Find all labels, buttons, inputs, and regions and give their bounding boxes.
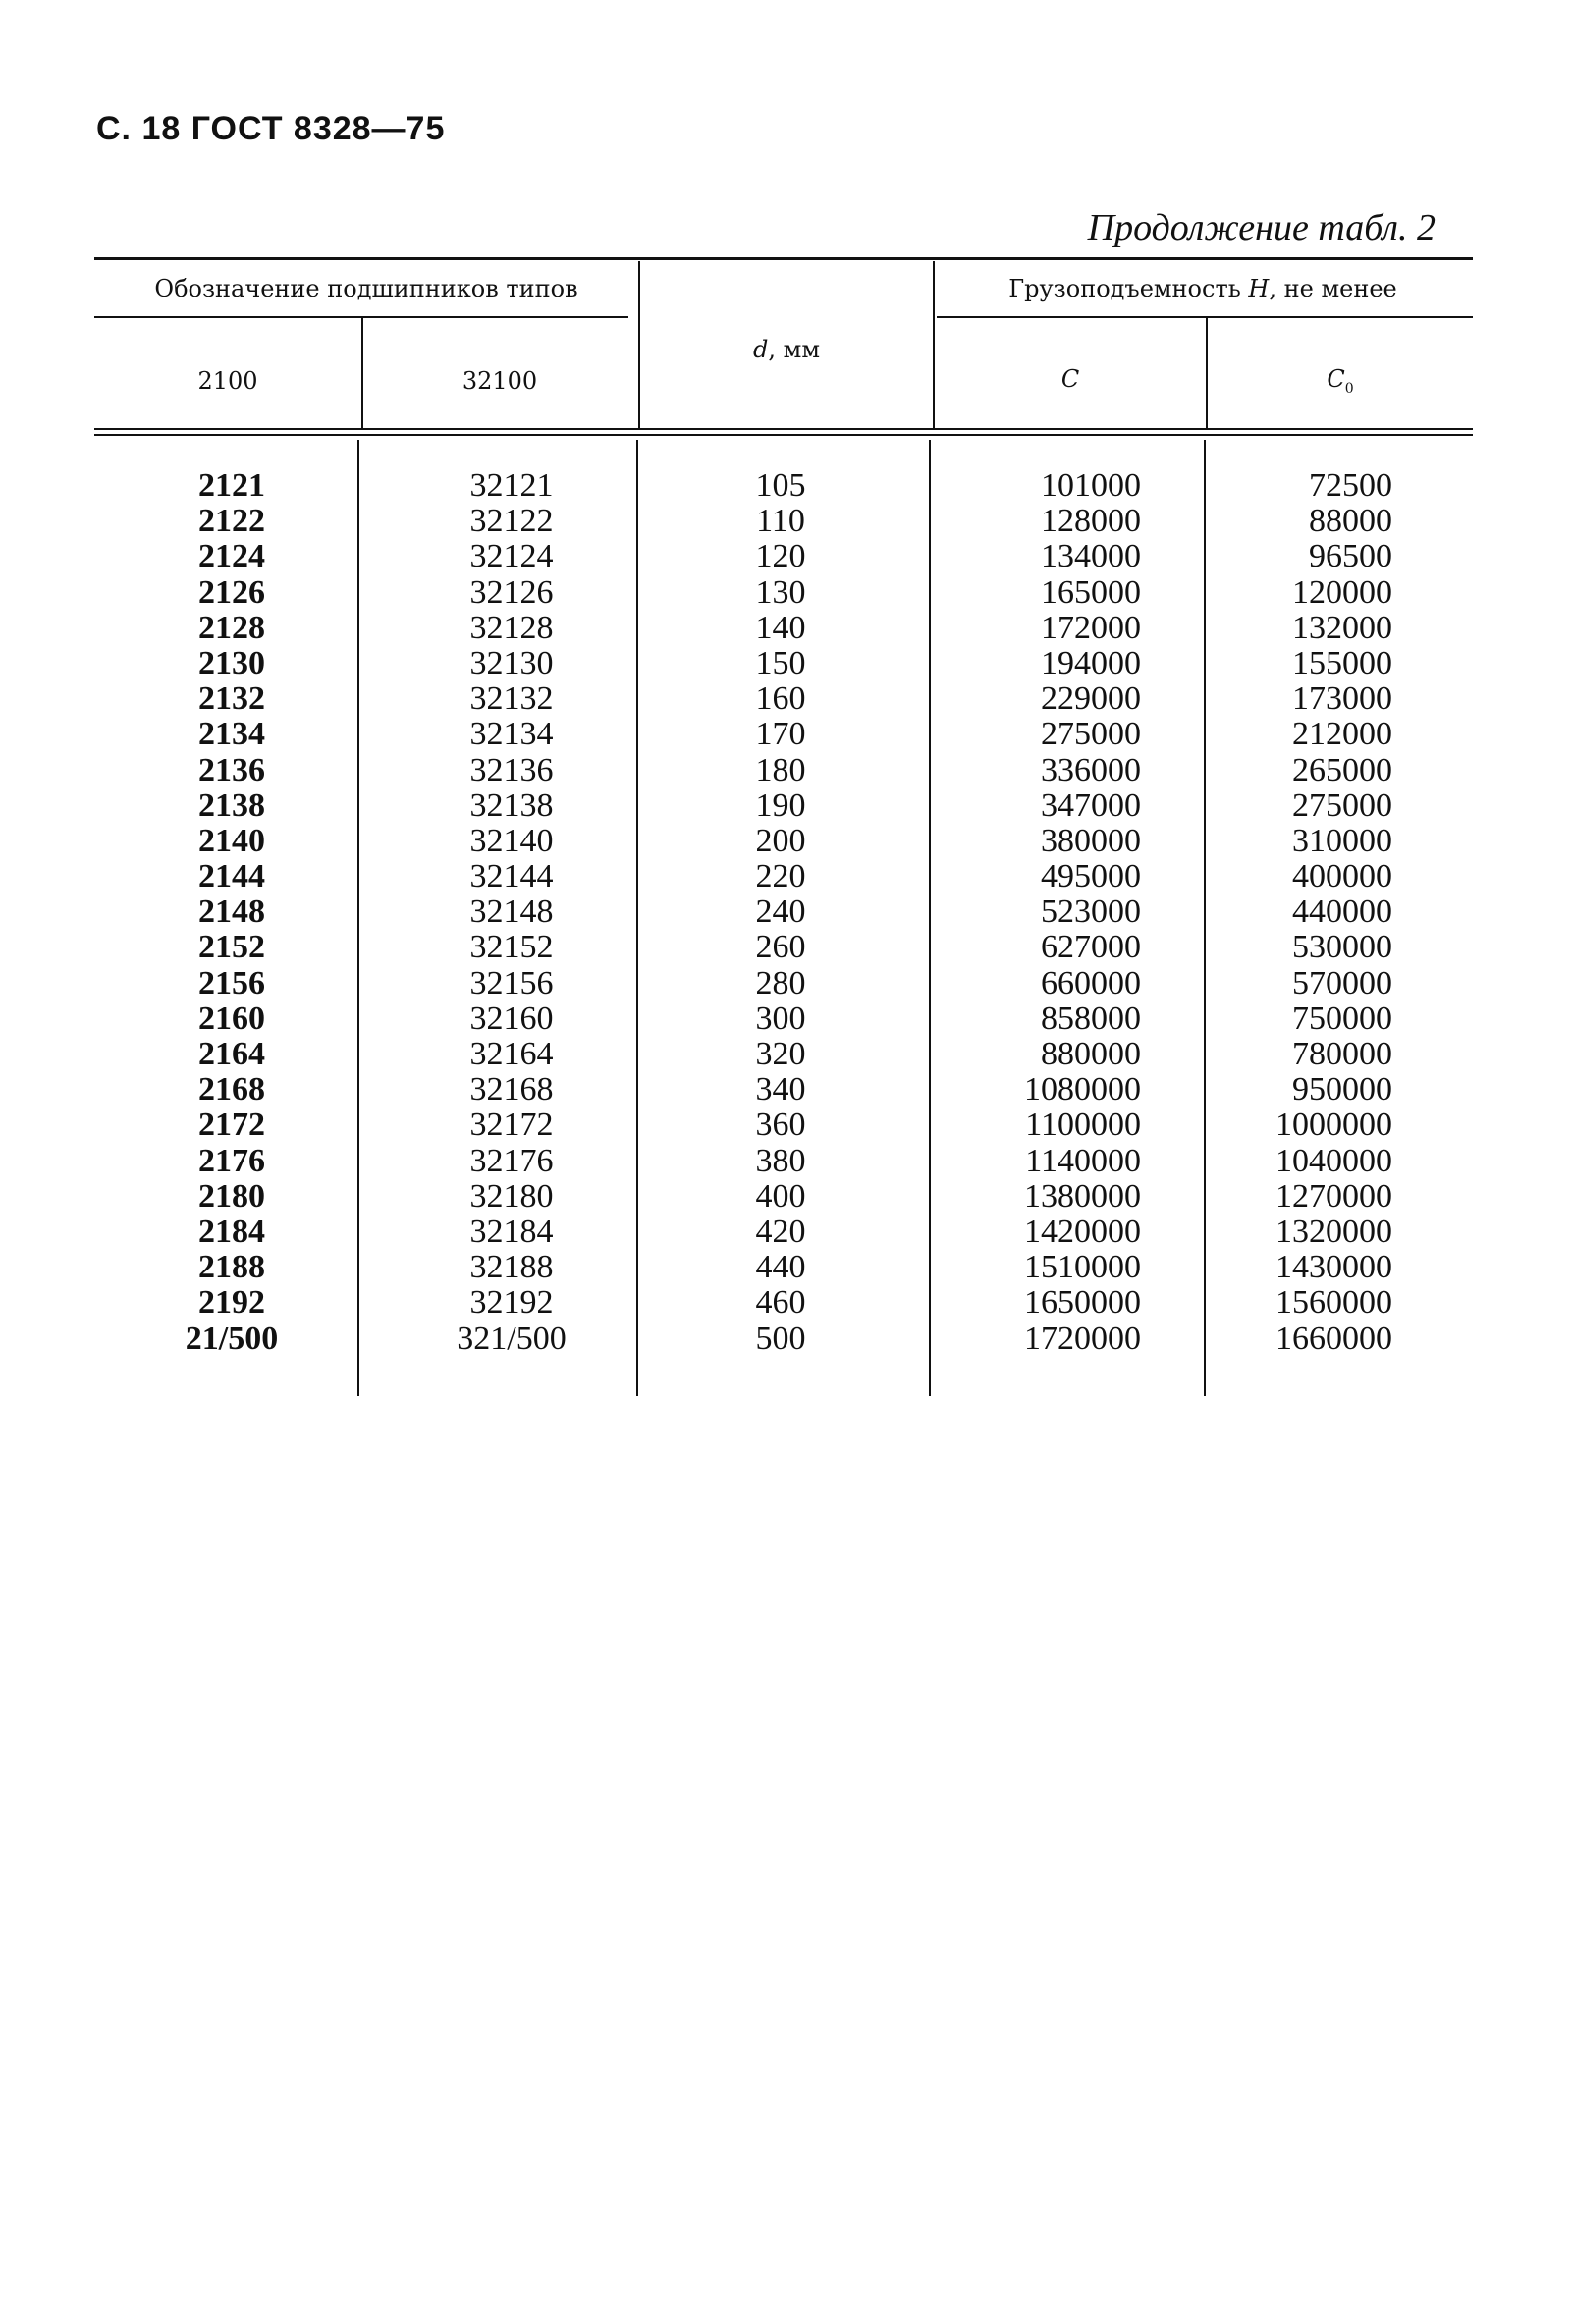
c0-subscript: 0 (1344, 380, 1354, 397)
cell-c: 627000 (1041, 929, 1141, 966)
cell-d: 500 (755, 1320, 806, 1357)
cell-d: 170 (755, 716, 806, 753)
cell-2100: 2176 (198, 1142, 265, 1179)
cell-2100: 2180 (198, 1177, 265, 1215)
cell-c: 1420000 (1024, 1213, 1141, 1250)
cell-2100: 2148 (198, 893, 265, 931)
cell-c0: 155000 (1292, 644, 1392, 681)
cell-c: 275000 (1041, 716, 1141, 753)
cell-32100: 32168 (469, 1071, 554, 1108)
cell-2100: 2121 (198, 467, 265, 504)
cell-d: 180 (755, 751, 806, 788)
cell-2100: 2134 (198, 716, 265, 753)
cell-c0: 212000 (1292, 716, 1392, 753)
cell-d: 120 (755, 538, 806, 575)
cell-32100: 32152 (469, 929, 554, 966)
cell-c: 194000 (1041, 644, 1141, 681)
cell-32100: 32128 (469, 609, 554, 646)
cell-c: 1650000 (1024, 1284, 1141, 1322)
cell-d: 150 (755, 644, 806, 681)
cell-32100: 32136 (469, 751, 554, 788)
header-vline-4 (1206, 318, 1208, 428)
cell-32100: 32188 (469, 1249, 554, 1286)
body-vline-2 (636, 440, 638, 1396)
cell-2100: 2138 (198, 786, 265, 824)
cell-c0: 1270000 (1275, 1177, 1392, 1215)
cell-d: 190 (755, 786, 806, 824)
cell-2100: 2184 (198, 1213, 265, 1250)
cell-2100: 2188 (198, 1249, 265, 1286)
cell-2100: 2126 (198, 573, 265, 611)
cell-c: 347000 (1041, 786, 1141, 824)
table-caption: Продолжение табл. 2 (1087, 207, 1436, 248)
cell-32100: 32184 (469, 1213, 554, 1250)
cell-2100: 2160 (198, 1000, 265, 1037)
cell-c0: 120000 (1292, 573, 1392, 611)
cell-d: 340 (755, 1071, 806, 1108)
cell-32100: 32138 (469, 786, 554, 824)
cell-d: 420 (755, 1213, 806, 1250)
cell-c: 1510000 (1024, 1249, 1141, 1286)
cell-c: 495000 (1041, 858, 1141, 895)
load-capacity-unit: Н (1248, 275, 1270, 302)
cell-2100: 21/500 (185, 1320, 279, 1357)
column-2100 (153, 468, 310, 1357)
c-symbol: C (1060, 365, 1080, 393)
cell-c0: 275000 (1292, 786, 1392, 824)
cell-c: 229000 (1041, 680, 1141, 718)
load-capacity-suffix: , не менее (1269, 275, 1397, 302)
cell-2100: 2192 (198, 1284, 265, 1322)
group-header-designation: Обозначение подшипников типов (154, 275, 578, 302)
cell-32100: 32124 (469, 538, 554, 575)
cell-2100: 2122 (198, 503, 265, 540)
cell-32100: 32144 (469, 858, 554, 895)
cell-2100: 2156 (198, 964, 265, 1001)
header-vline-3 (933, 261, 935, 428)
bearing-load-table (94, 257, 1473, 1396)
col-header-c (935, 365, 1206, 393)
cell-32100: 32176 (469, 1142, 554, 1179)
cell-c: 172000 (1041, 609, 1141, 646)
cell-c: 523000 (1041, 893, 1141, 931)
cell-c0: 88000 (1309, 503, 1392, 540)
header-vline-2 (638, 261, 640, 428)
cell-2100: 2140 (198, 822, 265, 859)
cell-c0: 1560000 (1275, 1284, 1392, 1322)
cell-c: 128000 (1041, 503, 1141, 540)
cell-c: 1140000 (1025, 1142, 1141, 1179)
cell-c: 134000 (1041, 538, 1141, 575)
cell-32100: 32126 (469, 573, 554, 611)
column-c0 (1223, 468, 1392, 1357)
group-header-load-capacity (933, 275, 1473, 302)
cell-32100: 32160 (469, 1000, 554, 1037)
cell-32100: 321/500 (457, 1320, 567, 1357)
cell-2100: 2132 (198, 680, 265, 718)
cell-c0: 440000 (1292, 893, 1392, 931)
cell-32100: 32172 (469, 1107, 554, 1144)
cell-c: 336000 (1041, 751, 1141, 788)
cell-d: 320 (755, 1036, 806, 1072)
header-vline-1 (361, 318, 363, 428)
cell-2100: 2124 (198, 538, 265, 575)
cell-2100: 2172 (198, 1107, 265, 1144)
cell-c0: 1430000 (1275, 1249, 1392, 1286)
page-header: С. 18 ГОСТ 8328—75 (96, 110, 446, 147)
cell-d: 110 (756, 503, 805, 540)
cell-2100: 2168 (198, 1071, 265, 1108)
cell-c: 101000 (1041, 467, 1141, 504)
cell-d: 380 (755, 1142, 806, 1179)
load-capacity-prefix: Грузоподъемность (1008, 275, 1249, 302)
cell-c0: 400000 (1292, 858, 1392, 895)
col-header-32100: 32100 (461, 367, 538, 395)
cell-c0: 96500 (1309, 538, 1392, 575)
cell-c0: 780000 (1292, 1036, 1392, 1072)
cell-c0: 173000 (1292, 680, 1392, 718)
cell-c: 165000 (1041, 573, 1141, 611)
cell-d: 105 (755, 467, 806, 504)
cell-d: 130 (755, 573, 806, 611)
d-unit: , мм (768, 336, 820, 363)
load-subheader-rule (937, 316, 1473, 318)
column-c (978, 468, 1141, 1357)
cell-c: 1080000 (1024, 1071, 1141, 1108)
cell-2100: 2130 (198, 644, 265, 681)
d-symbol: d (753, 336, 769, 363)
col-header-d (640, 336, 933, 363)
body-vline-3 (929, 440, 931, 1396)
header-bottom-rule-1 (94, 428, 1473, 430)
cell-2100: 2144 (198, 858, 265, 895)
cell-2100: 2152 (198, 929, 265, 966)
col-header-c0 (1208, 365, 1473, 397)
body-vline-4 (1204, 440, 1206, 1396)
cell-c0: 132000 (1292, 609, 1392, 646)
cell-d: 240 (755, 893, 806, 931)
cell-2100: 2136 (198, 751, 265, 788)
cell-c0: 750000 (1292, 1000, 1392, 1037)
cell-c0: 72500 (1309, 467, 1392, 504)
cell-c: 858000 (1041, 1000, 1141, 1037)
c0-symbol: C (1327, 365, 1345, 393)
column-d (717, 468, 844, 1357)
column-32100 (428, 468, 595, 1357)
cell-32100: 32134 (469, 716, 554, 753)
cell-c0: 570000 (1292, 964, 1392, 1001)
cell-d: 220 (755, 858, 806, 895)
cell-32100: 32130 (469, 644, 554, 681)
cell-c0: 265000 (1292, 751, 1392, 788)
cell-c0: 310000 (1292, 822, 1392, 859)
cell-2100: 2128 (198, 609, 265, 646)
cell-c: 1380000 (1024, 1177, 1141, 1215)
cell-32100: 32180 (469, 1177, 554, 1215)
cell-32100: 32121 (469, 467, 554, 504)
body-vline-1 (357, 440, 359, 1396)
cell-32100: 32148 (469, 893, 554, 931)
header-bottom-rule-2 (94, 434, 1473, 436)
cell-2100: 2164 (198, 1036, 265, 1072)
cell-32100: 32140 (469, 822, 554, 859)
cell-d: 400 (755, 1177, 806, 1215)
cell-c0: 1000000 (1275, 1107, 1392, 1144)
cell-c: 1100000 (1025, 1107, 1141, 1144)
cell-d: 260 (755, 929, 806, 966)
cell-c: 660000 (1041, 964, 1141, 1001)
cell-c0: 1040000 (1275, 1142, 1392, 1179)
cell-32100: 32122 (469, 503, 554, 540)
cell-c: 1720000 (1024, 1320, 1141, 1357)
cell-c0: 530000 (1292, 929, 1392, 966)
cell-d: 300 (755, 1000, 806, 1037)
cell-d: 280 (755, 964, 806, 1001)
col-header-2100: 2100 (197, 367, 258, 395)
cell-d: 140 (755, 609, 806, 646)
cell-d: 160 (755, 680, 806, 718)
cell-c0: 1660000 (1275, 1320, 1392, 1357)
cell-d: 460 (755, 1284, 806, 1322)
cell-32100: 32156 (469, 964, 554, 1001)
cell-c: 380000 (1041, 822, 1141, 859)
cell-32100: 32192 (469, 1284, 554, 1322)
cell-32100: 32132 (469, 680, 554, 718)
table-top-rule (94, 257, 1473, 260)
cell-c: 880000 (1041, 1036, 1141, 1072)
cell-c0: 1320000 (1275, 1213, 1392, 1250)
cell-d: 440 (755, 1249, 806, 1286)
cell-32100: 32164 (469, 1036, 554, 1072)
cell-d: 360 (755, 1107, 806, 1144)
cell-d: 200 (755, 822, 806, 859)
cell-c0: 950000 (1292, 1071, 1392, 1108)
